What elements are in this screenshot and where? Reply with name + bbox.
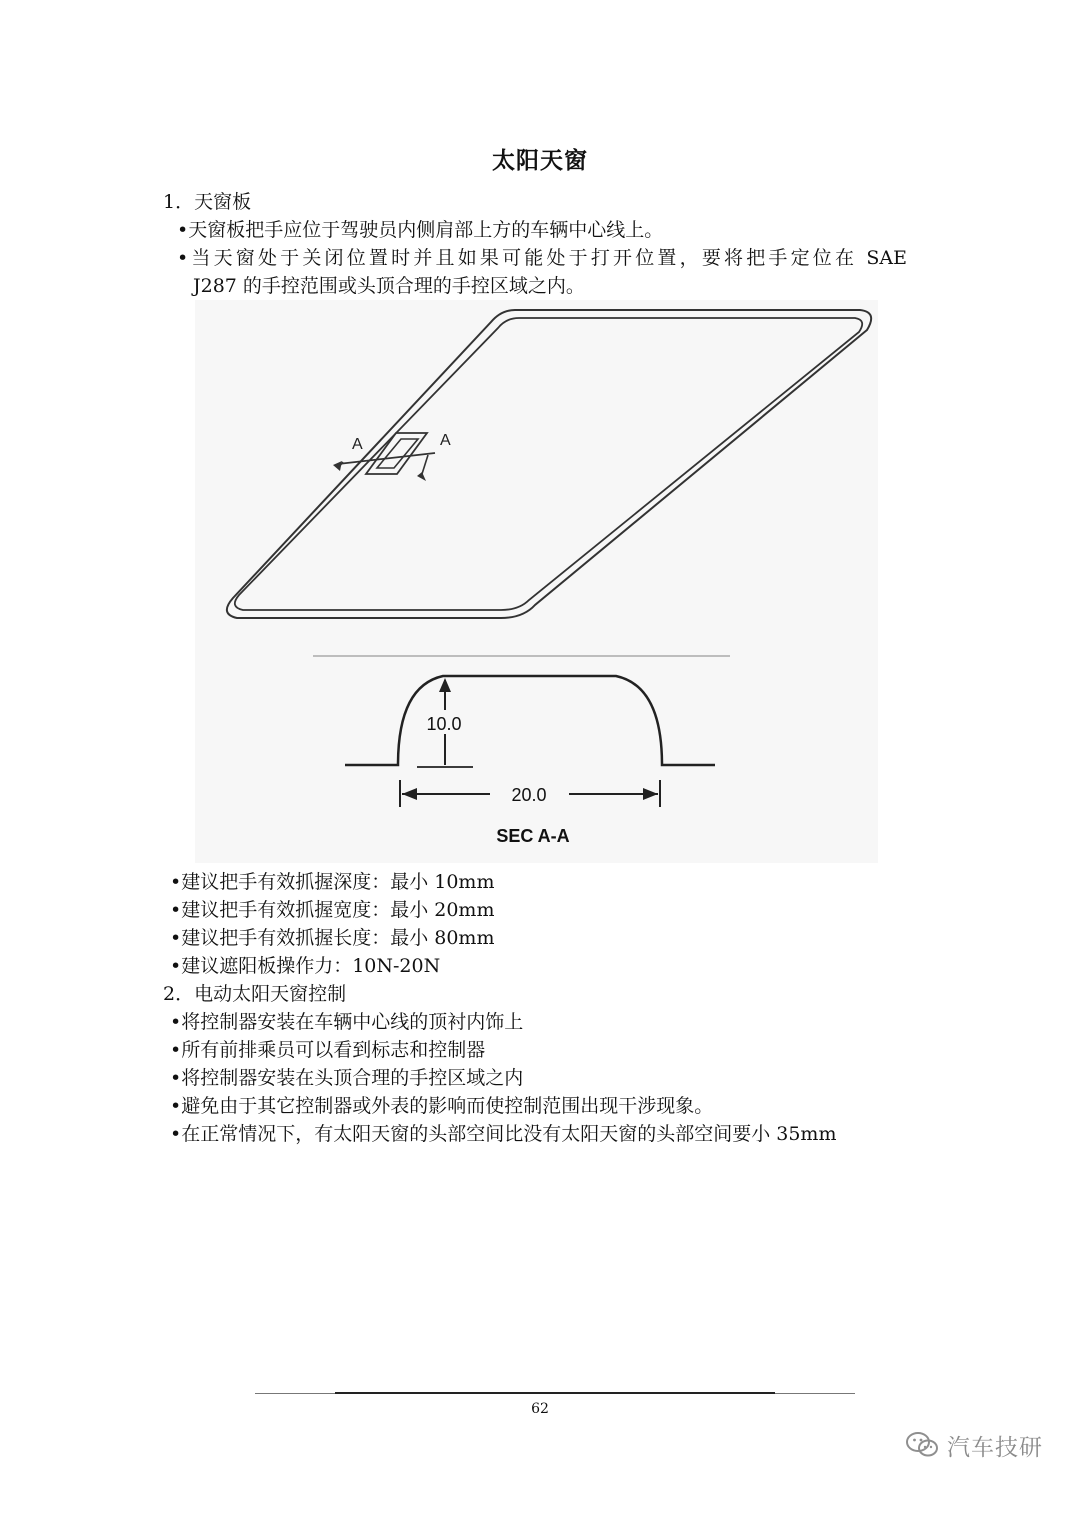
section-2-bullet-5: •在正常情况下，有太阳天窗的头部空间比没有太阳天窗的头部空间要小 35mm <box>170 1123 837 1145</box>
section-1-bullet-2: •当天窗处于关闭位置时并且如果可能处于打开位置，要将把手定位在 SAE <box>177 247 907 269</box>
spec-grip-width: •建议把手有效抓握宽度：最小 20mm <box>170 899 495 921</box>
spec-grip-depth: •建议把手有效抓握深度：最小 10mm <box>170 871 495 893</box>
watermark-text: 汽车技研 <box>947 1434 1043 1461</box>
sunroof-panel-outer <box>227 310 871 618</box>
sunroof-figure <box>195 300 878 863</box>
height-dimension-label: 10.0 <box>426 714 462 734</box>
spec-sunvisor-force: •建议遮阳板操作力：10N-20N <box>170 955 441 977</box>
watermark <box>905 1427 1043 1463</box>
section-1-bullet-1: •天窗板把手应位于驾驶员内侧肩部上方的车辆中心线上。 <box>177 219 664 241</box>
width-dimension-label: 20.0 <box>511 785 547 805</box>
page-number: 62 <box>531 1401 549 1417</box>
section-2-heading: 2．电动太阳天窗控制 <box>163 983 347 1005</box>
section-1-bullet-2-continued: J287 的手控范围或头顶合理的手控区域之内。 <box>193 275 585 297</box>
section-label-right: A <box>440 432 451 449</box>
section-2-bullet-1: •将控制器安装在车辆中心线的顶衬内饰上 <box>170 1011 524 1033</box>
sunroof-panel-inner <box>235 318 862 610</box>
spec-grip-length: •建议把手有效抓握长度：最小 80mm <box>170 927 495 949</box>
section-label-left: A <box>352 436 363 453</box>
section-line <box>338 453 435 464</box>
section-2-bullet-3: •将控制器安装在头顶合理的手控区域之内 <box>170 1067 524 1089</box>
dimension-arrow-up-icon <box>439 678 451 692</box>
footer-rule-dark <box>335 1392 775 1394</box>
figure-caption: SEC A-A <box>496 826 570 846</box>
section-2-bullet-2: •所有前排乘员可以看到标志和控制器 <box>170 1039 486 1061</box>
dimension-arrow-left-icon <box>402 788 417 800</box>
section-1-heading: 1．天窗板 <box>163 191 252 213</box>
dimension-arrow-right-icon <box>643 788 658 800</box>
section-2-bullet-4: •避免由于其它控制器或外表的影响而使控制范围出现干涉现象。 <box>170 1095 714 1117</box>
page-title: 太阳天窗 <box>492 148 588 174</box>
sunroof-drawing <box>195 300 878 863</box>
wechat-icon <box>905 1431 939 1459</box>
handle-section-profile <box>345 676 715 765</box>
